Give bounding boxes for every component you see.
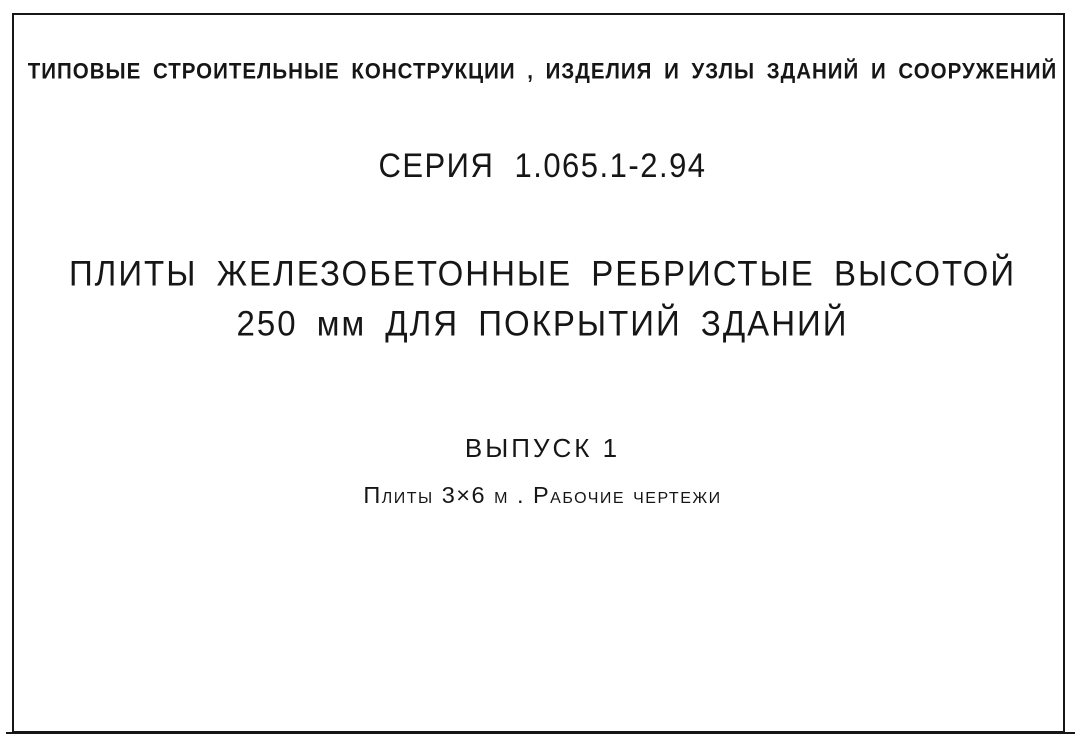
subtitle-line: Плиты 3×6 м . Рабочие чертежи xyxy=(363,482,722,508)
document-title-line-1: ПЛИТЫ ЖЕЛЕЗОБЕТОННЫЕ РЕБРИСТЫЕ ВЫСОТОЙ xyxy=(68,253,1017,294)
page-border-bottom-rule xyxy=(6,732,1075,735)
document-title-line-2: 250 мм ДЛЯ ПОКРЫТИЙ ЗДАНИЙ xyxy=(236,303,849,343)
document-title xyxy=(0,249,1085,348)
document-category-line: ТИПОВЫЕ СТРОИТЕЛЬНЫЕ КОНСТРУКЦИИ , ИЗДЕЛИЯ И УЗЛЫ ЗДАНИЙ И СООРУЖЕНИЙ xyxy=(27,59,1058,84)
page-border-frame xyxy=(12,13,1065,733)
issue-number-line: ВЫПУСК 1 xyxy=(464,433,621,463)
series-number-line: СЕРИЯ 1.065.1-2.94 xyxy=(378,146,707,185)
